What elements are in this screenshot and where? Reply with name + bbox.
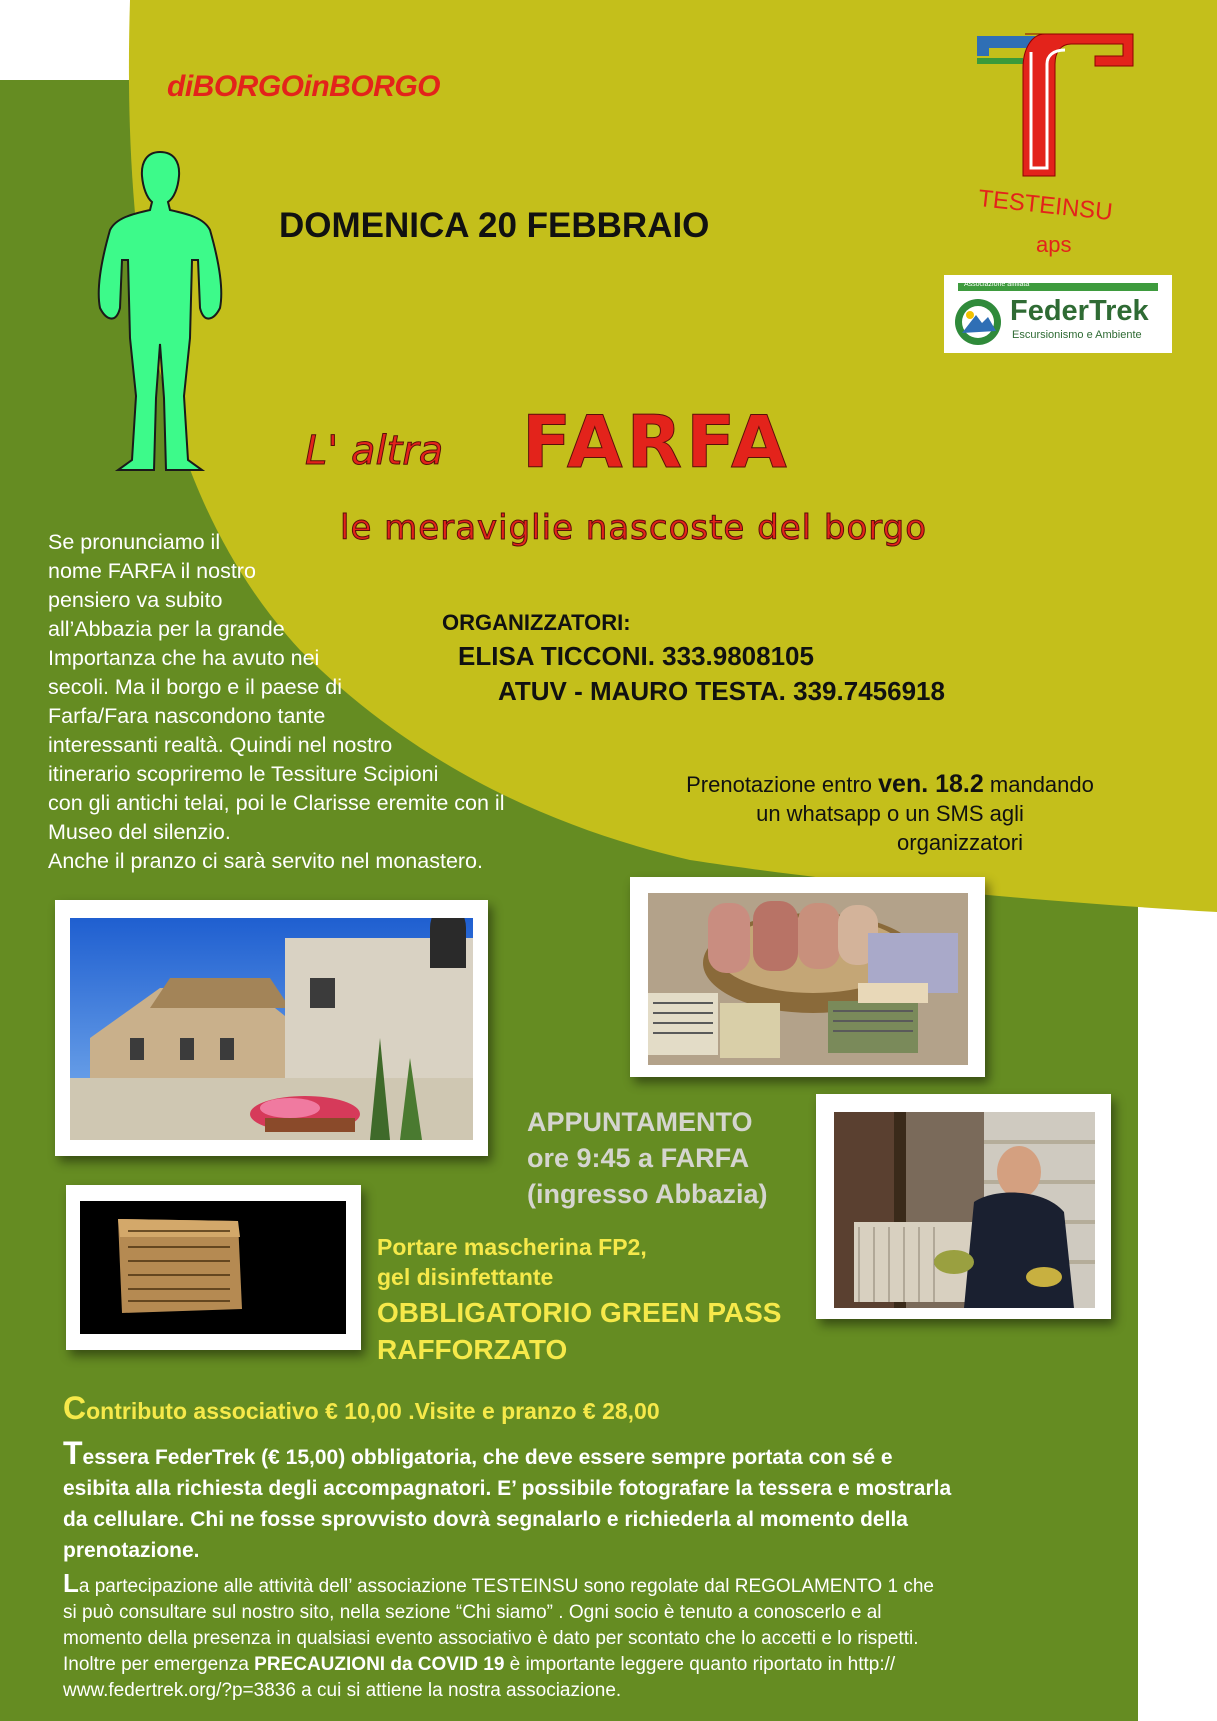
regolamento-line4-bold: PRECAUZIONI da COVID 19 [254,1654,505,1675]
regolamento-line-5[interactable]: www.federtrek.org/?p=3836 a cui si attiene la nostra associazione. [63,1680,622,1701]
booking-note [630,770,1150,857]
tessera-first: essera FederTrek (€ 15,00) obbligatoria, che deve essere sempre portata con sé e [82,1446,893,1469]
booking-pre: Prenotazione entro [686,772,879,797]
intro-line: pensiero va subito [48,588,223,612]
abbey-image [70,918,473,1140]
subtitle: le meraviglie nascoste del borgo [340,508,928,548]
intro-line: Farfa/Fara nascondono tante [48,704,326,728]
booking-line-2: un whatsapp o un SMS agli [756,801,1024,826]
federtrek-top-label: Associazione affiliata [964,281,1030,288]
organizer-2: ATUV - MAURO TESTA. 339.7456918 [498,676,945,706]
person-silhouette-icon [92,148,227,473]
federtrek-sub: Escursionismo e Ambiente [1012,329,1142,341]
appointment-line-1: APPUNTAMENTO [527,1107,753,1137]
testeinsu-logo-icon [975,28,1140,183]
covid-line-4: RAFFORZATO [377,1334,568,1365]
intro-line: itinerario scopriremo le Tessiture Scipioni [48,762,439,786]
federtrek-logo [944,275,1172,353]
title-prefix: L' altra [305,428,444,474]
regolamento-initial: L [63,1568,79,1598]
federtrek-emblem-icon [952,297,1004,347]
appointment-line-2: ore 9:45 a FARFA [527,1143,750,1173]
regolamento-line-1 [63,1570,1133,1600]
regolamento-first: a partecipazione alle attività dell’ associazione TESTEINSU sono regolate dal REGOLAMENTO 1 che [78,1576,934,1597]
organizers-heading: ORGANIZZATORI: [442,610,631,635]
intro-line: con gli antichi telai, poi le Clarisse eremite con il [48,791,505,815]
covid-block [377,1232,781,1368]
intro-line: Anche il pranzo ci sarà servito nel monastero. [48,849,483,873]
weaver-image [834,1112,1095,1308]
regolamento-block [63,1570,1133,1704]
parchment-image [80,1201,346,1334]
booking-post: mandando [983,772,1094,797]
event-date: DOMENICA 20 FEBBRAIO [279,206,710,245]
covid-line-1: Portare mascherina FP2, [377,1234,647,1260]
tessera-line-1 [63,1435,1123,1473]
intro-line: Se pronunciamo il [48,530,221,554]
tessera-initial: T [63,1435,83,1471]
tessera-line-4: prenotazione. [63,1539,200,1562]
tessera-block [63,1435,1123,1566]
photo-weaver [816,1094,1111,1319]
contribution-initial: C [63,1390,87,1426]
fabrics-image [648,893,968,1065]
series-label: diBORGOinBORGO [167,70,440,103]
intro-line: interessanti realtà. Quindi nel nostro [48,733,393,757]
photo-abbey [55,900,488,1156]
title-main: FARFA [522,400,791,484]
covid-line-3: OBBLIGATORIO GREEN PASS [377,1297,782,1328]
tessera-line-3: da cellulare. Chi ne fosse sprovvisto dovrà segnalarlo e richiederla al momento della [63,1508,908,1531]
booking-line-3: organizzatori [897,830,1023,855]
federtrek-name: FederTrek [1010,295,1149,327]
appointment-line-3: (ingresso Abbazia) [527,1179,768,1209]
intro-line: Museo del silenzio. [48,820,231,844]
regolamento-line4-pre: Inoltre per emergenza [63,1654,255,1675]
appointment-block [527,1104,768,1212]
intro-line: nome FARFA il nostro [48,559,256,583]
contribution-text: ontributo associativo € 10,00 .Visite e pranzo € 28,00 [86,1398,660,1424]
regolamento-line-3: momento della presenza in qualsiasi evento associativo è dato per scontato che lo accetti e lo rispetti. [63,1628,919,1649]
organizer-1: ELISA TICCONI. 333.9808105 [458,641,814,671]
contribution-line [63,1390,660,1427]
booking-deadline: ven. 18.2 [878,770,984,798]
intro-line: Importanza che ha avuto nei [48,646,320,670]
regolamento-line-2: si può consultare sul nostro sito, nella sezione “Chi siamo” . Ogni socio è tenuto a conoscerlo e al [63,1602,882,1623]
intro-line: all’Abbazia per la grande [48,617,285,641]
booking-line-1 [630,770,1150,799]
photo-fabrics [630,877,985,1077]
tessera-line-2: esibita alla richiesta degli accompagnatori. E’ possibile fotografare la tessera e mostrarla [63,1477,952,1500]
testeinsu-name: TESTEINSU [977,185,1114,226]
intro-paragraph [48,528,505,876]
covid-line-2: gel disinfettante [377,1264,554,1290]
regolamento-line4-post: è importante leggere quanto riportato in http:// [504,1654,896,1675]
intro-line: secoli. Ma il borgo e il paese di [48,675,342,699]
photo-parchment [66,1185,361,1350]
testeinsu-suffix: aps [1036,232,1072,257]
regolamento-line-4 [63,1652,1133,1678]
